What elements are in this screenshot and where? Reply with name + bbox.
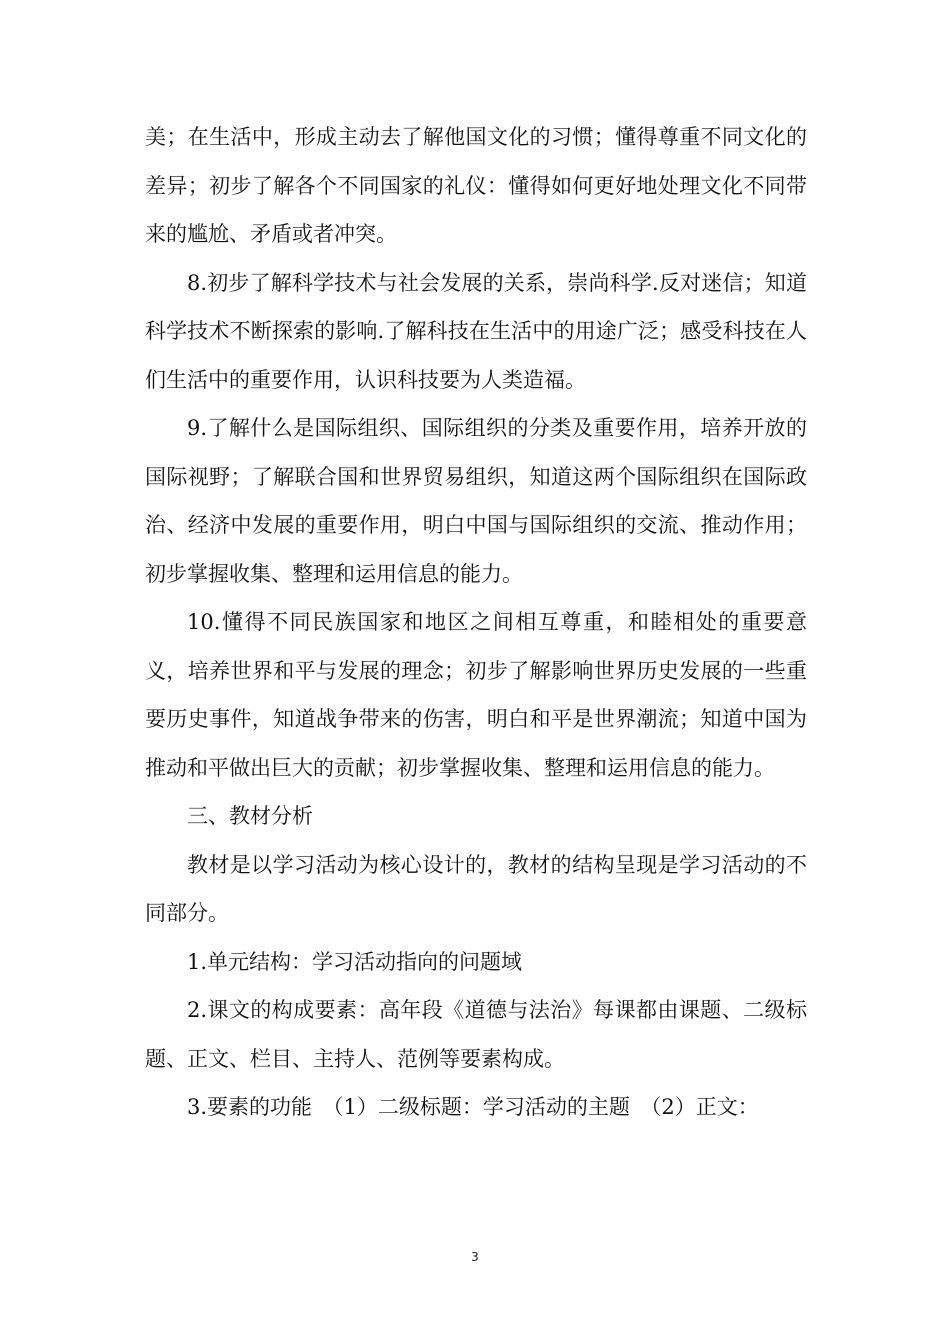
page-number: 3 <box>471 1250 479 1264</box>
paragraph-point-2: 2.课文的构成要素：高年段《道德与法治》每课都由课题、二级标题、正文、栏目、主持人、范例等要素构成。 <box>145 998 807 1071</box>
paragraph-item-9: 9.了解什么是国际组织、国际组织的分类及重要作用，培养开放的国际视野；了解联合国和世界贸易组织，知道这两个国际组织在国际政治、经济中发展的重要作用，明白中国与国际组织的交流、推动作用；初步掌握收集、整理和运用信息的能力。 <box>145 416 807 586</box>
paragraph-point-1: 1.单元结构：学习活动指向的问题域 <box>187 949 523 974</box>
paragraph-intro: 教材是以学习活动为核心设计的，教材的结构呈现是学习活动的不同部分。 <box>145 852 807 925</box>
paragraph-point-3: 3.要素的功能 （1）二级标题：学习活动的主题 （2）正文： <box>187 1095 759 1119</box>
section-heading: 三、教材分析 <box>187 804 313 828</box>
paragraph-item-8: 8.初步了解科学技术与社会发展的关系，崇尚科学.反对迷信；知道科学技术不断探索的影响.了解科技在生活中的用途广泛；感受科技在人们生活中的重要作用，认识科技要为人类造福。 <box>145 270 807 392</box>
paragraph-continuation: 美；在生活中，形成主动去了解他国文化的习惯；懂得尊重不同文化的差异；初步了解各个不同国家的礼仪：懂得如何更好地处理文化不同带来的尴尬、矛盾或者冲突。 <box>145 125 807 246</box>
paragraph-item-10: 10.懂得不同民族国家和地区之间相互尊重，和睦相处的重要意义，培养世界和平与发展的理念；初步了解影响世界历史发展的一些重要历史事件，知道战争带来的伤害，明白和平是世界潮流；知道中国为推动和平做出巨大的贡献；初步掌握收集、整理和运用信息的能力。 <box>145 610 807 780</box>
document-body <box>145 113 807 1132</box>
